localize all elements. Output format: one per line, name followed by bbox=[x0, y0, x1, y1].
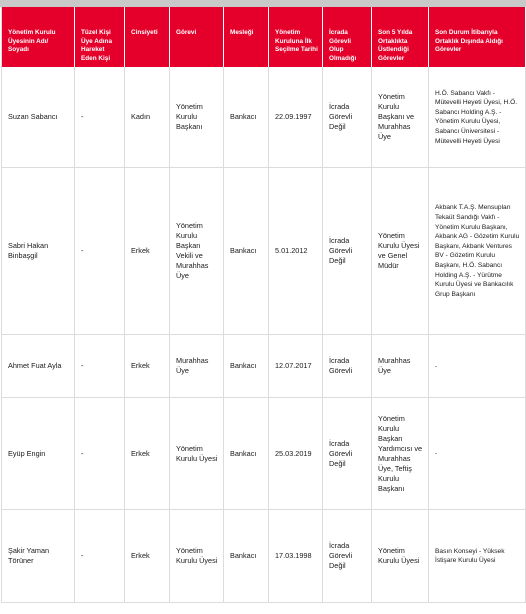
table-header-row bbox=[2, 7, 526, 67]
cell-first-elected: 12.07.2017 bbox=[269, 335, 323, 398]
cell-gender: Kadın bbox=[125, 67, 170, 168]
table-row bbox=[2, 510, 526, 603]
cell-roles-5y: Yönetim Kurulu Üyesi bbox=[372, 510, 429, 603]
cell-outside-roles: H.Ö. Sabancı Vakfı - Mütevelli Heyeti Üyesi, H.Ö. Sabancı Holding A.Ş. - Yönetim Kurulu Üyesi, Sabancı Üniversitesi - Mütevelli Heyeti Üyesi bbox=[429, 67, 526, 168]
table-row bbox=[2, 67, 526, 168]
table-row bbox=[2, 398, 526, 510]
cell-legal-entity: - bbox=[75, 510, 125, 603]
cell-roles-5y: Yönetim Kurulu Üyesi ve Genel Müdür bbox=[372, 168, 429, 335]
cell-gender: Erkek bbox=[125, 398, 170, 510]
header-position: Görevi bbox=[170, 7, 224, 67]
header-profession: Mesleği bbox=[224, 7, 269, 67]
cell-gender: Erkek bbox=[125, 510, 170, 603]
header-legal-entity: Tüzel Kişi Üye Adına Hareket Eden Kişi bbox=[75, 7, 125, 67]
cell-position: Yönetim Kurulu Başkan Vekili ve Murahhas Üye bbox=[170, 168, 224, 335]
cell-legal-entity: - bbox=[75, 335, 125, 398]
cell-roles-5y: Yönetim Kurulu Başkan Yardımcısı ve Murahhas Üye, Teftiş Kurulu Başkanı bbox=[372, 398, 429, 510]
cell-name: Ahmet Fuat Ayla bbox=[2, 335, 75, 398]
header-first-elected: Yönetim Kuruluna İlk Seçilme Tarihi bbox=[269, 7, 323, 67]
cell-position: Yönetim Kurulu Üyesi bbox=[170, 510, 224, 603]
header-executive-status: İcrada Görevli Olup Olmadığı bbox=[323, 7, 372, 67]
cell-profession: Bankacı bbox=[224, 335, 269, 398]
cell-outside-roles: Akbank T.A.Ş. Mensupları Tekaüt Sandığı Vakfı - Yönetim Kurulu Başkanı, Akbank AG - Gözetim Kurulu Başkanı, Akbank Ventures BV - Gözetim Kurulu Başkanı, H.Ö. Sabancı Holding A.Ş. - Yürütme Kurulu Üyesi ve Bankacılık Grup Başkanı bbox=[429, 168, 526, 335]
board-members-table bbox=[1, 7, 526, 603]
cell-executive-status: İcrada Görevli Değil bbox=[323, 398, 372, 510]
header-gender: Cinsiyeti bbox=[125, 7, 170, 67]
cell-profession: Bankacı bbox=[224, 510, 269, 603]
cell-first-elected: 22.09.1997 bbox=[269, 67, 323, 168]
cell-name: Suzan Sabancı bbox=[2, 67, 75, 168]
cell-first-elected: 25.03.2019 bbox=[269, 398, 323, 510]
cell-position: Murahhas Üye bbox=[170, 335, 224, 398]
cell-roles-5y: Yönetim Kurulu Başkanı ve Murahhas Üye bbox=[372, 67, 429, 168]
cell-name: Eyüp Engin bbox=[2, 398, 75, 510]
cell-name: Şakir Yaman Törüner bbox=[2, 510, 75, 603]
cell-roles-5y: Murahhas Üye bbox=[372, 335, 429, 398]
cell-executive-status: İcrada Görevli Değil bbox=[323, 510, 372, 603]
cell-first-elected: 5.01.2012 bbox=[269, 168, 323, 335]
cell-executive-status: İcrada Görevli Değil bbox=[323, 67, 372, 168]
cell-outside-roles: Basın Konseyi - Yüksek İstişare Kurulu Üyesi bbox=[429, 510, 526, 603]
cell-position: Yönetim Kurulu Başkanı bbox=[170, 67, 224, 168]
cell-legal-entity: - bbox=[75, 168, 125, 335]
cell-executive-status: İcrada Görevli Değil bbox=[323, 168, 372, 335]
top-gray-bar bbox=[0, 0, 526, 7]
header-name: Yönetim Kurulu Üyesinin Adı/ Soyadı bbox=[2, 7, 75, 67]
table-row bbox=[2, 168, 526, 335]
cell-executive-status: İcrada Görevli bbox=[323, 335, 372, 398]
cell-legal-entity: - bbox=[75, 398, 125, 510]
cell-profession: Bankacı bbox=[224, 398, 269, 510]
header-roles-5y: Son 5 Yılda Ortaklıkta Üstlendiği Görevler bbox=[372, 7, 429, 67]
header-outside-roles: Son Durum İtibarıyla Ortaklık Dışında Aldığı Görevler bbox=[429, 7, 526, 67]
table-row bbox=[2, 335, 526, 398]
cell-gender: Erkek bbox=[125, 335, 170, 398]
cell-legal-entity: - bbox=[75, 67, 125, 168]
cell-gender: Erkek bbox=[125, 168, 170, 335]
cell-name: Sabri Hakan Binbaşgil bbox=[2, 168, 75, 335]
cell-outside-roles: - bbox=[429, 335, 526, 398]
cell-first-elected: 17.03.1998 bbox=[269, 510, 323, 603]
cell-outside-roles: - bbox=[429, 398, 526, 510]
cell-profession: Bankacı bbox=[224, 168, 269, 335]
cell-profession: Bankacı bbox=[224, 67, 269, 168]
cell-position: Yönetim Kurulu Üyesi bbox=[170, 398, 224, 510]
